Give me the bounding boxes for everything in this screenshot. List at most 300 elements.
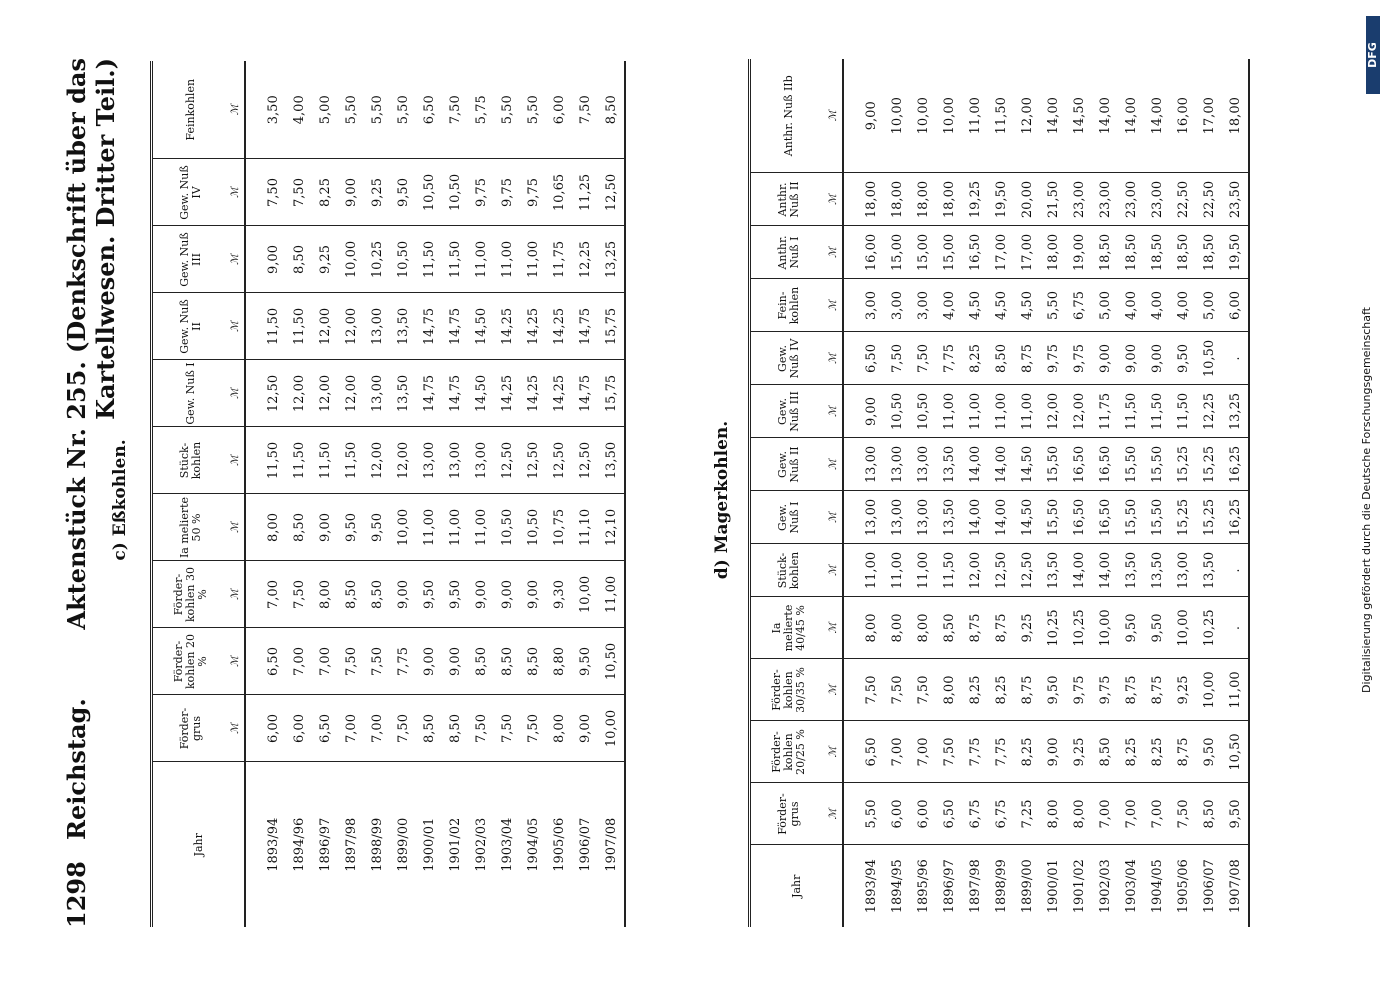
value-cell: 13,50 xyxy=(1196,544,1222,597)
value-cell: 9,50 xyxy=(1222,783,1249,845)
value-cell: 16,50 xyxy=(1092,438,1118,491)
value-cell: 11,50 xyxy=(286,293,312,360)
value-cell: 8,50 xyxy=(1092,721,1118,783)
column-header: Förder-grus xyxy=(152,695,229,762)
value-cell: 7,50 xyxy=(245,159,286,226)
value-cell: 8,50 xyxy=(988,332,1014,385)
unit-label: ℳ xyxy=(228,628,245,695)
value-cell: 7,75 xyxy=(390,628,416,695)
year-cell: 1900/01 xyxy=(1040,845,1066,927)
value-cell: 12,25 xyxy=(1196,385,1222,438)
value-cell: 15,25 xyxy=(1170,438,1196,491)
table-row xyxy=(1222,59,1249,927)
value-cell: 10,00 xyxy=(1196,659,1222,721)
unit-label: ℳ xyxy=(826,438,843,491)
value-cell: 9,75 xyxy=(520,159,546,226)
value-cell: 15,75 xyxy=(598,360,625,427)
value-cell: 4,50 xyxy=(962,279,988,332)
value-cell: 7,50 xyxy=(447,95,463,125)
column-header: Stück-kohlen xyxy=(152,427,229,494)
value-cell: 7,50 xyxy=(338,628,364,695)
year-cell: 1896/97 xyxy=(312,762,338,927)
value-cell: 15,50 xyxy=(1144,438,1170,491)
unit-label: ℳ xyxy=(826,226,843,279)
value-cell: 15,00 xyxy=(936,226,962,279)
table-row xyxy=(312,61,338,927)
year-cell: 1906/07 xyxy=(572,762,598,927)
value-cell: 5,00 xyxy=(1092,279,1118,332)
value-cell: 6,00 xyxy=(245,695,286,762)
value-cell: 7,50 xyxy=(494,695,520,762)
value-cell: 9,00 xyxy=(442,628,468,695)
value-cell: 3,00 xyxy=(884,279,910,332)
unit-label: ℳ xyxy=(228,360,245,427)
value-cell: 9,00 xyxy=(338,159,364,226)
value-cell: 14,00 xyxy=(1123,97,1139,135)
value-cell: 9,00 xyxy=(312,494,338,561)
table-row xyxy=(1196,59,1222,927)
value-cell: 19,50 xyxy=(988,173,1014,226)
value-cell: 11,00 xyxy=(416,494,442,561)
value-cell: 18,50 xyxy=(1118,226,1144,279)
value-cell: 11,00 xyxy=(442,494,468,561)
value-cell: 5,50 xyxy=(499,95,515,125)
value-cell: . xyxy=(1222,597,1249,659)
value-cell: 5,50 xyxy=(525,95,541,125)
table-row xyxy=(468,61,494,927)
value-cell: 7,50 xyxy=(577,95,593,125)
value-cell: 8,50 xyxy=(338,561,364,628)
unit-label: ℳ xyxy=(228,695,245,762)
year-cell: 1899/00 xyxy=(1014,845,1040,927)
table-row xyxy=(1170,59,1196,927)
value-cell: 10,50 xyxy=(416,159,442,226)
year-cell: 1902/03 xyxy=(468,762,494,927)
unit-label: ℳ xyxy=(228,159,245,226)
unit-label: ℳ xyxy=(228,293,245,360)
value-cell: 18,00 xyxy=(843,173,884,226)
value-cell: 12,00 xyxy=(390,427,416,494)
table-row xyxy=(962,59,988,927)
column-header: Stück-kohlen xyxy=(750,544,827,597)
value-cell: 21,50 xyxy=(1040,173,1066,226)
value-cell: 10,00 xyxy=(338,226,364,293)
value-cell: 8,25 xyxy=(1118,721,1144,783)
year-cell: 1904/05 xyxy=(520,762,546,927)
column-header: Gew. Nuß IV xyxy=(152,159,229,226)
value-cell: 14,75 xyxy=(416,293,442,360)
value-cell: 7,50 xyxy=(468,695,494,762)
value-cell: 11,50 xyxy=(993,97,1009,135)
value-cell: 15,50 xyxy=(1118,438,1144,491)
year-cell: 1898/99 xyxy=(988,845,1014,927)
value-cell: 13,00 xyxy=(1170,544,1196,597)
value-cell: 13,00 xyxy=(416,427,442,494)
value-cell: 6,75 xyxy=(1066,279,1092,332)
value-cell: 10,00 xyxy=(915,97,931,135)
value-cell: 10,00 xyxy=(598,695,625,762)
value-cell: 14,25 xyxy=(520,293,546,360)
value-cell: 7,75 xyxy=(988,721,1014,783)
value-cell: 8,00 xyxy=(884,597,910,659)
value-cell: 10,65 xyxy=(546,159,572,226)
value-cell: 7,00 xyxy=(1092,783,1118,845)
value-cell: 7,00 xyxy=(364,695,390,762)
table-row xyxy=(338,61,364,927)
value-cell: 22,50 xyxy=(1170,173,1196,226)
value-cell: 9,50 xyxy=(416,561,442,628)
value-cell: 9,50 xyxy=(390,159,416,226)
column-header: Gew. Nuß II xyxy=(750,438,827,491)
value-cell: 13,00 xyxy=(910,438,936,491)
value-cell: 12,50 xyxy=(988,544,1014,597)
value-cell: 11,75 xyxy=(546,226,572,293)
value-cell: 9,25 xyxy=(1170,659,1196,721)
value-cell: 14,50 xyxy=(468,360,494,427)
value-cell: 8,75 xyxy=(1144,659,1170,721)
value-cell: 11,25 xyxy=(572,159,598,226)
value-cell: 8,75 xyxy=(1014,659,1040,721)
table-row xyxy=(416,61,442,927)
value-cell: 15,25 xyxy=(1196,438,1222,491)
value-cell: 12,50 xyxy=(598,159,625,226)
year-cell: 1901/02 xyxy=(1066,845,1092,927)
footer-credit: Digitalisierung gefördert durch die Deutsche Forschungsgemeinschaft xyxy=(1360,307,1373,693)
table-row xyxy=(1040,59,1066,927)
column-header: Gew. Nuß III xyxy=(750,385,827,438)
value-cell: 7,00 xyxy=(312,628,338,695)
value-cell: 8,75 xyxy=(962,597,988,659)
value-cell: 8,00 xyxy=(936,659,962,721)
value-cell: 9,75 xyxy=(1066,332,1092,385)
value-cell: 16,50 xyxy=(1066,491,1092,544)
table-c-body xyxy=(245,61,625,927)
unit-label: ℳ xyxy=(826,491,843,544)
year-cell: 1895/96 xyxy=(910,845,936,927)
value-cell: 12,50 xyxy=(494,427,520,494)
value-cell: 7,50 xyxy=(286,561,312,628)
value-cell: 6,00 xyxy=(551,95,567,125)
value-cell: 8,00 xyxy=(1040,783,1066,845)
unit-label: ℳ xyxy=(228,226,245,293)
value-cell: 11,00 xyxy=(936,385,962,438)
table-row xyxy=(364,61,390,927)
value-cell: 11,50 xyxy=(936,544,962,597)
value-cell: 9,00 xyxy=(390,561,416,628)
value-cell: 9,50 xyxy=(1040,659,1066,721)
value-cell: 12,00 xyxy=(1040,385,1066,438)
value-cell: 8,75 xyxy=(1170,721,1196,783)
year-cell: 1901/02 xyxy=(442,762,468,927)
year-cell: 1907/08 xyxy=(1222,845,1249,927)
value-cell: 8,80 xyxy=(546,628,572,695)
value-cell: 8,50 xyxy=(364,561,390,628)
value-cell: 11,00 xyxy=(1222,659,1249,721)
value-cell: 14,25 xyxy=(546,293,572,360)
value-cell: 11,00 xyxy=(843,544,884,597)
column-header: Gew. Nuß I xyxy=(750,491,827,544)
value-cell: 13,50 xyxy=(1144,544,1170,597)
value-cell: 10,50 xyxy=(1222,721,1249,783)
value-cell: 9,25 xyxy=(1066,721,1092,783)
year-cell: 1906/07 xyxy=(1196,845,1222,927)
table-row xyxy=(520,61,546,927)
column-header: Gew. Nuß IV xyxy=(750,332,827,385)
value-cell: 12,00 xyxy=(1019,97,1035,135)
value-cell: 10,50 xyxy=(494,494,520,561)
value-cell: 19,50 xyxy=(1222,226,1249,279)
value-cell: 23,50 xyxy=(1222,173,1249,226)
value-cell: 6,50 xyxy=(936,783,962,845)
value-cell: 15,75 xyxy=(598,293,625,360)
value-cell: 12,50 xyxy=(1014,544,1040,597)
value-cell: 8,50 xyxy=(286,226,312,293)
value-cell: 11,00 xyxy=(1014,385,1040,438)
table-magerkohlen xyxy=(748,59,1250,927)
value-cell: 13,00 xyxy=(468,427,494,494)
table-row xyxy=(1144,59,1170,927)
value-cell: 14,00 xyxy=(962,491,988,544)
value-cell: 5,50 xyxy=(395,95,411,125)
year-cell: 1903/04 xyxy=(1118,845,1144,927)
value-cell: 12,00 xyxy=(364,427,390,494)
value-cell: 5,50 xyxy=(369,95,385,125)
year-cell: 1897/98 xyxy=(338,762,364,927)
value-cell: 7,50 xyxy=(390,695,416,762)
value-cell: 12,00 xyxy=(286,360,312,427)
value-cell: 6,50 xyxy=(421,95,437,125)
table-row xyxy=(598,61,625,927)
table-row xyxy=(843,59,884,927)
value-cell: 6,50 xyxy=(245,628,286,695)
value-cell: 10,25 xyxy=(1040,597,1066,659)
value-cell: 14,75 xyxy=(416,360,442,427)
value-cell: 16,25 xyxy=(1222,491,1249,544)
value-cell: 11,00 xyxy=(520,226,546,293)
value-cell: 12,00 xyxy=(338,293,364,360)
page-number: 1298 xyxy=(62,861,91,928)
value-cell: 11,00 xyxy=(598,561,625,628)
value-cell: 13,00 xyxy=(364,293,390,360)
value-cell: 6,00 xyxy=(884,783,910,845)
unit-label: ℳ xyxy=(228,494,245,561)
value-cell: 18,00 xyxy=(936,173,962,226)
unit-label: ℳ xyxy=(826,279,843,332)
unit-label: ℳ xyxy=(826,332,843,385)
value-cell: 8,25 xyxy=(312,159,338,226)
value-cell: 9,00 xyxy=(572,695,598,762)
value-cell: 13,50 xyxy=(936,438,962,491)
value-cell: 13,00 xyxy=(843,438,884,491)
unit-label: ℳ xyxy=(826,783,843,845)
table-row xyxy=(286,61,312,927)
value-cell: 7,00 xyxy=(1118,783,1144,845)
table-c-header xyxy=(152,61,246,927)
column-header: Anthr. Nuß II xyxy=(750,173,827,226)
value-cell: 17,00 xyxy=(1014,226,1040,279)
value-cell: 3,50 xyxy=(265,95,281,125)
value-cell: 3,00 xyxy=(843,279,884,332)
table-row xyxy=(442,61,468,927)
table-row xyxy=(546,61,572,927)
value-cell: 14,00 xyxy=(1149,97,1165,135)
value-cell: 8,50 xyxy=(416,695,442,762)
value-cell: 11,00 xyxy=(494,226,520,293)
value-cell: 6,50 xyxy=(843,721,884,783)
value-cell: 8,25 xyxy=(1014,721,1040,783)
value-cell: 11,50 xyxy=(1144,385,1170,438)
value-cell: 8,00 xyxy=(910,597,936,659)
value-cell: 4,00 xyxy=(936,279,962,332)
value-cell: 14,50 xyxy=(1014,491,1040,544)
column-header: Förder-kohlen 20/25 % xyxy=(750,721,827,783)
value-cell: 7,50 xyxy=(1170,783,1196,845)
value-cell: 9,30 xyxy=(546,561,572,628)
value-cell: 14,00 xyxy=(962,438,988,491)
value-cell: . xyxy=(1222,332,1249,385)
value-cell: 11,00 xyxy=(962,385,988,438)
value-cell: 10,50 xyxy=(520,494,546,561)
value-cell: 8,50 xyxy=(520,628,546,695)
value-cell: 9,50 xyxy=(572,628,598,695)
value-cell: 13,50 xyxy=(390,293,416,360)
column-header: Gew. Nuß I xyxy=(152,360,229,427)
table-row xyxy=(910,59,936,927)
value-cell: 7,00 xyxy=(245,561,286,628)
column-header: Förder-grus xyxy=(750,783,827,845)
table-row xyxy=(245,61,286,927)
value-cell: 20,00 xyxy=(1014,173,1040,226)
value-cell: 15,50 xyxy=(1144,491,1170,544)
value-cell: . xyxy=(1222,544,1249,597)
value-cell: 13,25 xyxy=(598,226,625,293)
year-cell: 1894/96 xyxy=(286,762,312,927)
value-cell: 10,25 xyxy=(1196,597,1222,659)
value-cell: 7,50 xyxy=(884,659,910,721)
value-cell: 13,50 xyxy=(390,360,416,427)
value-cell: 8,25 xyxy=(988,659,1014,721)
value-cell: 10,25 xyxy=(364,226,390,293)
value-cell: 13,00 xyxy=(884,438,910,491)
value-cell: 8,50 xyxy=(603,95,619,125)
value-cell: 9,50 xyxy=(338,494,364,561)
value-cell: 10,50 xyxy=(884,385,910,438)
dfg-logo: DFG xyxy=(1366,16,1380,94)
value-cell: 13,50 xyxy=(936,491,962,544)
column-header: Anthr. Nuß IIb xyxy=(781,75,795,157)
unit-label: ℳ xyxy=(826,173,843,226)
year-cell: 1904/05 xyxy=(1144,845,1170,927)
value-cell: 14,00 xyxy=(988,491,1014,544)
year-cell: 1903/04 xyxy=(494,762,520,927)
value-cell: 11,50 xyxy=(245,293,286,360)
value-cell: 7,50 xyxy=(910,659,936,721)
value-cell: 5,75 xyxy=(473,95,489,125)
value-cell: 14,75 xyxy=(442,293,468,360)
value-cell: 9,50 xyxy=(364,494,390,561)
value-cell: 9,00 xyxy=(1092,332,1118,385)
value-cell: 19,25 xyxy=(962,173,988,226)
value-cell: 9,00 xyxy=(863,101,879,131)
value-cell: 7,50 xyxy=(520,695,546,762)
value-cell: 18,50 xyxy=(1196,226,1222,279)
value-cell: 10,25 xyxy=(1066,597,1092,659)
value-cell: 9,50 xyxy=(1170,332,1196,385)
value-cell: 8,25 xyxy=(962,332,988,385)
value-cell: 10,50 xyxy=(910,385,936,438)
value-cell: 9,50 xyxy=(1118,597,1144,659)
value-cell: 7,00 xyxy=(1144,783,1170,845)
value-cell: 7,50 xyxy=(884,332,910,385)
value-cell: 10,75 xyxy=(546,494,572,561)
value-cell: 11,50 xyxy=(286,427,312,494)
value-cell: 14,25 xyxy=(494,293,520,360)
table-row xyxy=(1092,59,1118,927)
value-cell: 14,25 xyxy=(494,360,520,427)
value-cell: 9,75 xyxy=(1040,332,1066,385)
year-cell: 1899/00 xyxy=(390,762,416,927)
value-cell: 15,25 xyxy=(1170,491,1196,544)
value-cell: 9,25 xyxy=(312,226,338,293)
value-cell: 9,75 xyxy=(494,159,520,226)
value-cell: 8,00 xyxy=(1066,783,1092,845)
value-cell: 7,50 xyxy=(843,659,884,721)
value-cell: 13,50 xyxy=(598,427,625,494)
value-cell: 6,75 xyxy=(962,783,988,845)
value-cell: 5,50 xyxy=(843,783,884,845)
value-cell: 13,00 xyxy=(364,360,390,427)
value-cell: 7,75 xyxy=(962,721,988,783)
value-cell: 6,50 xyxy=(312,695,338,762)
value-cell: 4,50 xyxy=(1014,279,1040,332)
column-header: Jahr xyxy=(152,762,246,927)
value-cell: 8,00 xyxy=(843,597,884,659)
value-cell: 11,50 xyxy=(338,427,364,494)
value-cell: 6,00 xyxy=(1222,279,1249,332)
value-cell: 9,00 xyxy=(468,561,494,628)
value-cell: 13,00 xyxy=(910,491,936,544)
value-cell: 11,00 xyxy=(468,494,494,561)
value-cell: 11,00 xyxy=(884,544,910,597)
value-cell: 10,00 xyxy=(1092,597,1118,659)
value-cell: 7,50 xyxy=(364,628,390,695)
year-cell: 1894/95 xyxy=(884,845,910,927)
value-cell: 9,00 xyxy=(843,385,884,438)
value-cell: 8,50 xyxy=(468,628,494,695)
value-cell: 12,50 xyxy=(546,427,572,494)
year-cell: 1905/06 xyxy=(1170,845,1196,927)
value-cell: 7,00 xyxy=(286,628,312,695)
year-cell: 1896/97 xyxy=(936,845,962,927)
value-cell: 13,00 xyxy=(884,491,910,544)
value-cell: 14,00 xyxy=(1045,97,1061,135)
value-cell: 15,50 xyxy=(1040,438,1066,491)
value-cell: 4,00 xyxy=(1144,279,1170,332)
value-cell: 8,00 xyxy=(245,494,286,561)
column-header: Gew. Nuß III xyxy=(152,226,229,293)
value-cell: 6,50 xyxy=(843,332,884,385)
unit-label: ℳ xyxy=(228,561,245,628)
value-cell: 15,00 xyxy=(884,226,910,279)
value-cell: 9,25 xyxy=(364,159,390,226)
value-cell: 7,50 xyxy=(910,332,936,385)
value-cell: 6,00 xyxy=(286,695,312,762)
year-cell: 1893/94 xyxy=(245,762,286,927)
year-cell: 1897/98 xyxy=(962,845,988,927)
value-cell: 11,50 xyxy=(245,427,286,494)
value-cell: 9,00 xyxy=(494,561,520,628)
value-cell: 10,50 xyxy=(442,159,468,226)
